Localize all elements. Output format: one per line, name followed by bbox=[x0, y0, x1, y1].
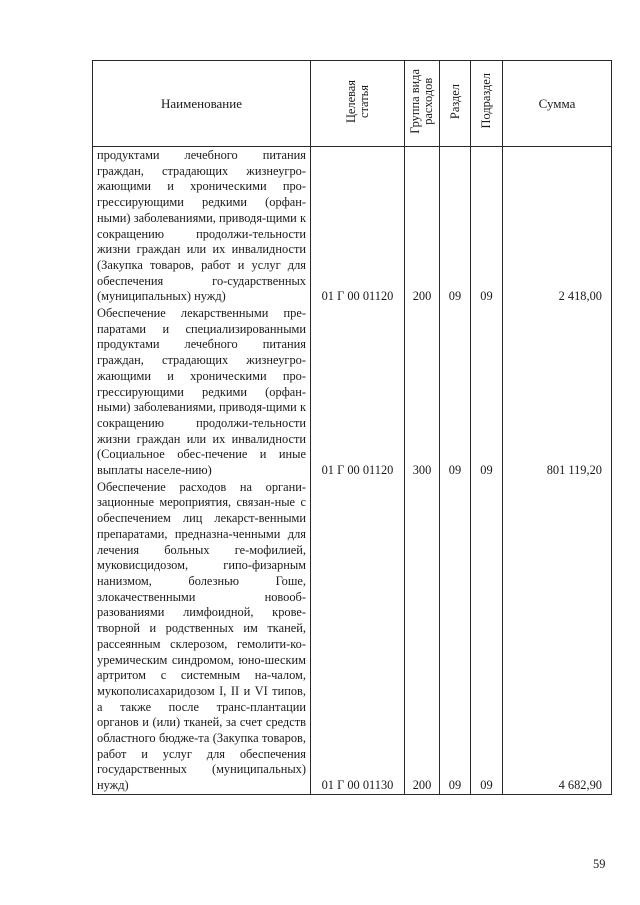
row-name: Обеспечение лекарственными пре-паратами и специализированными продуктами лечебного питания граждан, страдающих жизнеугро-жающими и хроническими про-грессирующими редкими (орфан-ными) заболеваниями, приводя-щими к сокращению продолжи-тельности жизни граждан или их инвалидности (Социальное обес-печение и иные выплаты населе-нию) bbox=[93, 305, 311, 479]
table-header-row bbox=[93, 61, 612, 147]
row-subsection: 09 bbox=[471, 147, 503, 306]
row-expense-group: 200 bbox=[405, 147, 440, 306]
table-row bbox=[93, 305, 612, 479]
row-target-article: 01 Г 00 01130 bbox=[311, 479, 405, 795]
header-subsection: Подраздел bbox=[471, 61, 503, 147]
header-target-article: Целевая статья bbox=[311, 61, 405, 147]
budget-table bbox=[92, 60, 612, 795]
row-amount: 2 418,00 bbox=[503, 147, 612, 306]
header-section: Раздел bbox=[440, 61, 471, 147]
row-name: продуктами лечебного питания граждан, страдающих жизнеугро-жающими и хроническими про-грессирующими редкими (орфан-ными) заболеваниями, приводя-щими к сокращению продолжи-тельности жизни граждан или их инвалидности (Закупка товаров, работ и услуг для обеспечения го-сударственных (муниципальных) нужд) bbox=[93, 147, 311, 306]
header-name: Наименование bbox=[93, 61, 311, 147]
row-amount: 801 119,20 bbox=[503, 305, 612, 479]
row-subsection: 09 bbox=[471, 305, 503, 479]
row-expense-group: 200 bbox=[405, 479, 440, 795]
header-expense-group: Группа вида расходов bbox=[405, 61, 440, 147]
table-row bbox=[93, 147, 612, 306]
page-number: 59 bbox=[593, 857, 606, 871]
row-name: Обеспечение расходов на органи-зационные мероприятия, связан-ные с обеспечением лиц лекарст-венными препаратами, предназна-ченными для лечения больных ге-мофилией, муковисцидозом, гипо-физарным нанизмом, болезнью Гоше, злокачественными новооб-разованиями лимфоидной, крове-творной и родственных им тканей, рассеянным склерозом, гемолити-ко-уремическим синдромом, юно-шеским артритом с системным на-чалом, мукополисахаридозом I, II и VI типов, а также после транс-плантации органов и (или) тканей, за счет средств областного бюдже-та (Закупка товаров, работ и услуг для обеспечения государственных (муниципальных) нужд) bbox=[93, 479, 311, 795]
row-target-article: 01 Г 00 01120 bbox=[311, 305, 405, 479]
row-section: 09 bbox=[440, 147, 471, 306]
row-subsection: 09 bbox=[471, 479, 503, 795]
table-row bbox=[93, 479, 612, 795]
row-section: 09 bbox=[440, 479, 471, 795]
header-amount: Сумма bbox=[503, 61, 612, 147]
row-section: 09 bbox=[440, 305, 471, 479]
row-expense-group: 300 bbox=[405, 305, 440, 479]
row-amount: 4 682,90 bbox=[503, 479, 612, 795]
row-target-article: 01 Г 00 01120 bbox=[311, 147, 405, 306]
